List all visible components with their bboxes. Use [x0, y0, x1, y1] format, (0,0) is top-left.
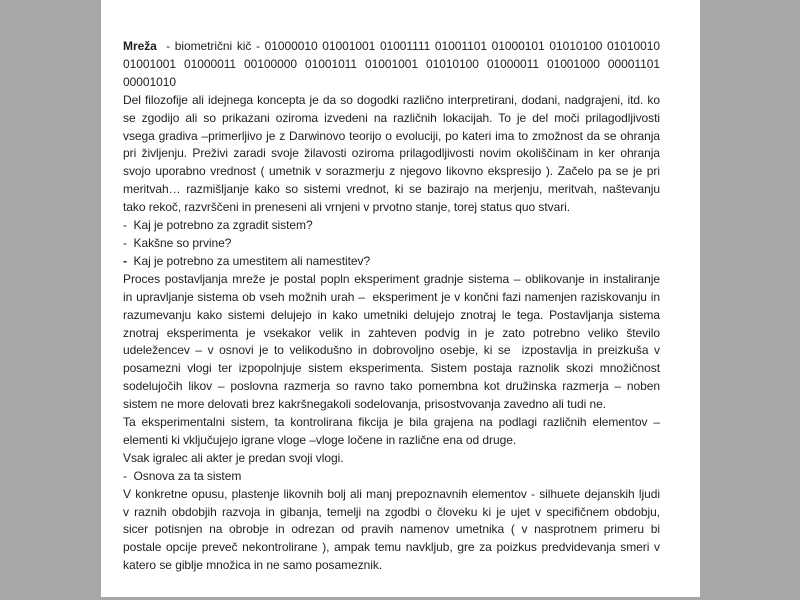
text-segment: 00001010: [123, 74, 176, 89]
text-line: [123, 325, 660, 343]
text-line: [123, 110, 660, 128]
document-page: [101, 0, 700, 597]
text-segment: udeležencev – v osnovi je to velikodušno in dobrovoljno osebje, ki se izpostavlja in preizkuša v: [123, 343, 660, 358]
text-line: [123, 504, 660, 522]
text-segment: in upravljanje sistema ob vseh možnih urah – eksperiment je v končni fazi namenjen raziskovanju in: [123, 289, 660, 304]
text-line: [123, 181, 660, 199]
text-line: [123, 486, 660, 504]
text-line: [123, 56, 660, 74]
text-segment: Proces postavljanja mreže je postal popln eksperiment gradnje sistema – oblikovanje in instaliranje: [123, 271, 660, 286]
text-line: [123, 432, 660, 450]
text-segment: Ta eksperimentalni sistem, ta kontrolirana fikcija je bila grajena na podlagi različnih elementov –: [123, 415, 660, 430]
text-line: [123, 307, 660, 325]
text-segment: posamezni vlogi ter izpopolnjuje sistem eksperimenta. Sistem postaja raznolik skozi množičnost: [123, 361, 660, 376]
text-segment: -: [123, 253, 127, 268]
text-segment: sodelujočih likov – poslovna razmerja so ravno tako pomembna kot družinska razmerja – noben: [123, 379, 660, 394]
document-text: [123, 38, 660, 575]
text-segment: - Kaj je potrebno za zgradit sistem?: [123, 218, 313, 233]
text-segment: svojo uporabno vrednost ( umetnik v sorazmerju z njegovo likovno ekspresijo ). Začelo pa se je pri: [123, 164, 660, 179]
text-segment: tako rekoč, razvrščeni in preneseni ali vrnjeni v prvotno stanje, torej status quo stvari.: [123, 200, 571, 215]
text-line: [123, 235, 660, 253]
text-segment: - Kakšne so prvine?: [123, 235, 232, 250]
text-line: [123, 360, 660, 378]
text-segment: Del filozofije ali idejnega koncepta je da so dogodki različno interpretirani, dodani, nadgrajeni, itd. ko: [123, 92, 660, 107]
text-line: [123, 145, 660, 163]
text-segment: V konkretne opusu, plastenje likovnih bolj ali manj prepoznavnih elementov - silhuete dejanskih ljudi: [123, 486, 660, 501]
text-line: [123, 92, 660, 110]
text-segment: postale opcije preveč nekontrolirane ), ampak temu navkljub, gre za poizkus predvidevanja smeri v: [123, 540, 660, 555]
text-segment: meritvah… razmišljanje kako so sistemi vrednot, ki se bazirajo na merjenju, meritvah, naštevanju: [123, 182, 660, 197]
text-line: [123, 521, 660, 539]
text-line: [123, 128, 660, 146]
text-line: [123, 539, 660, 557]
text-segment: sistem ne more delovati brez kakršnegakoli sodelovanja, prisostvovanja zavedno ali tudi ne.: [123, 397, 607, 412]
text-line: [123, 217, 660, 235]
text-line: [123, 396, 660, 414]
text-line: [123, 468, 660, 486]
text-line: [123, 342, 660, 360]
text-segment: Vsak igralec ali akter je predan svoji vlogi.: [123, 450, 344, 465]
text-line: [123, 74, 660, 92]
text-line: [123, 38, 660, 56]
text-line: [123, 557, 660, 575]
text-line: [123, 378, 660, 396]
text-segment: katero se giblje množica in ne samo posameznik.: [123, 558, 383, 573]
text-line: [123, 163, 660, 181]
text-line: [123, 253, 660, 271]
text-line: [123, 450, 660, 468]
text-segment: v raznih obdobjih razvoja in gibanja, temelji na zgodbi o človeku ki je ujet v specifičnem obdobju,: [123, 504, 660, 519]
text-line: [123, 289, 660, 307]
text-segment: - Osnova za ta sistem: [123, 468, 242, 483]
text-segment: Mreža: [123, 39, 157, 53]
text-segment: razumevanju kako sistemi delujejo in kako umetniki delujejo znotraj le tega. Postavljanja sistema: [123, 307, 660, 322]
text-segment: sicer potisnjen na obrobje in odrezan od pravih namenov umetnika ( v nasprotnem primeru bi: [123, 522, 660, 537]
text-line: [123, 199, 660, 217]
text-line: [123, 271, 660, 289]
text-segment: vsega gradiva –primerljivo je z Darwinovo teorijo o evoluciji, po kateri ima to zmožnost da se ohranja: [123, 128, 660, 143]
text-segment: znotraj eksperimenta je vsekakor velik in zahteven podvig in je zato potrebno veliko število: [123, 325, 660, 340]
text-segment: se zgodijo ali so prikazani oziroma izvedeni na različnih lokacijah. To je del moči prilagodljivosti: [123, 110, 660, 125]
text-segment: pri življenju. Preživi zaradi svoje žilavosti oziroma prilagodljivosti novim okoliščinam in ker ohranja: [123, 146, 660, 161]
text-segment: 01001001 01000011 00100000 01001011 01001001 01010100 01000011 01001000 00001101: [123, 56, 660, 71]
text-segment: - biometrični kič - 01000010 01001001 01001111 01001101 01000101 01010100 01010010: [156, 39, 660, 53]
text-segment: Kaj je potrebno za umestitem ali namestitev?: [126, 253, 371, 268]
text-line: [123, 414, 660, 432]
text-segment: elementi ki vključujejo igrane vloge –vloge ločene in različne ena od druge.: [123, 432, 517, 447]
